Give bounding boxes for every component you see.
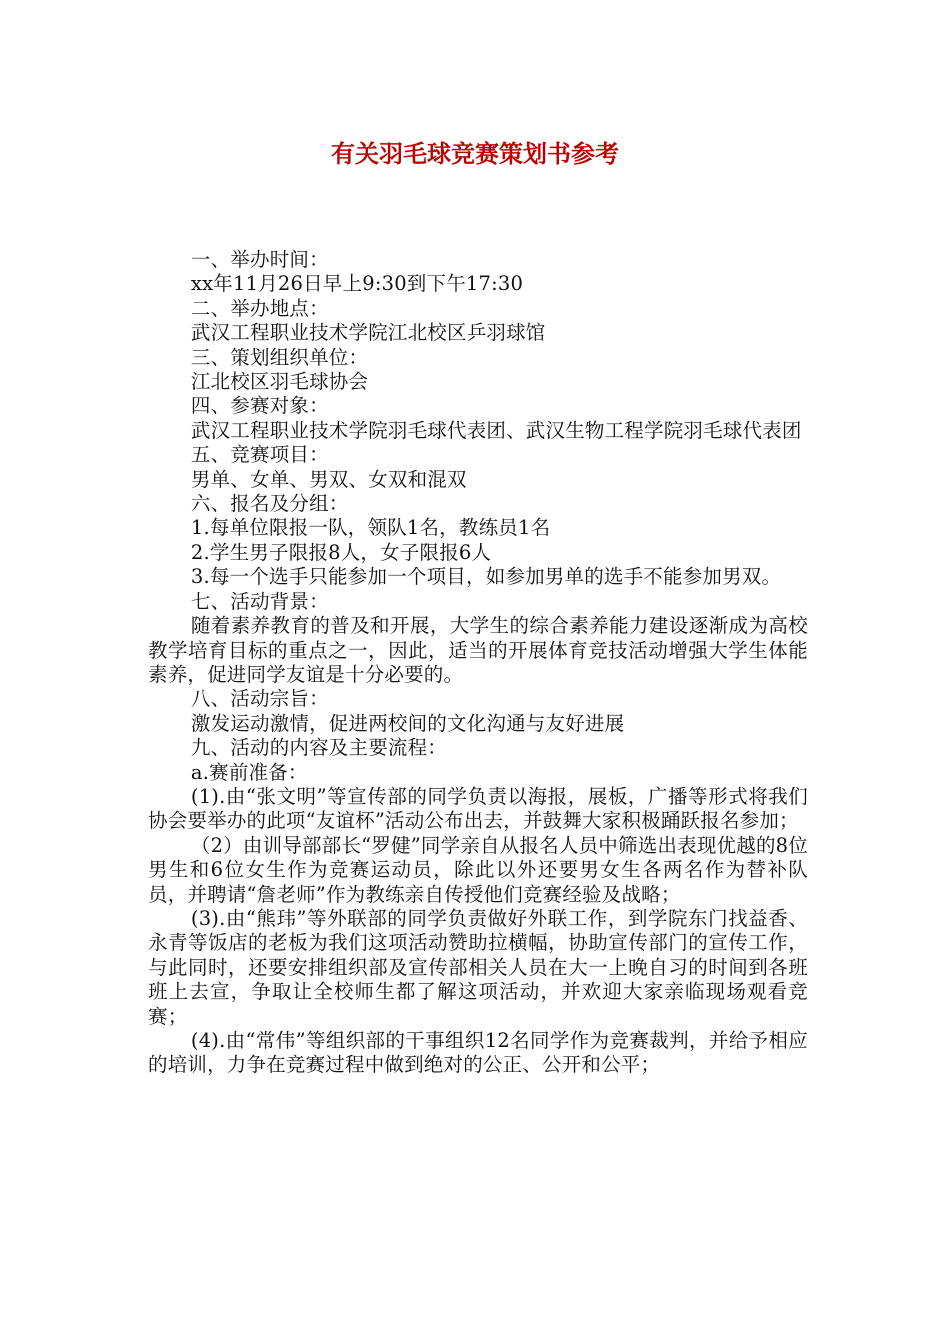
subheading-preparation: a.赛前准备： bbox=[190, 760, 308, 784]
paragraph-registration-3: 3.每一个选手只能参加一个项目，如参加男单的选手不能参加男双。 bbox=[190, 565, 782, 589]
section-heading-purpose: 八、活动宗旨： bbox=[190, 687, 329, 711]
paragraph-registration-1: 1.每单位限报一队，领队1名，教练员1名 bbox=[190, 516, 551, 540]
section-heading-background: 七、活动背景： bbox=[190, 589, 329, 613]
paragraph-venue: 武汉工程职业技术学院江北校区乒羽球馆 bbox=[190, 321, 546, 345]
paragraph-prep-1: (1).由“张文明”等宣传部的同学负责以海报，展板，广播等形式将我们协会要举办的此项“友谊杯”活动公布出去，并鼓舞大家积极踊跃报名参加； bbox=[148, 784, 808, 833]
section-heading-participants: 四、参赛对象： bbox=[190, 394, 329, 418]
paragraph-events: 男单、女单、男双、女双和混双 bbox=[190, 467, 467, 491]
paragraph-registration-2: 2.学生男子限报8人，女子限报6人 bbox=[190, 540, 492, 564]
section-heading-registration: 六、报名及分组： bbox=[190, 492, 349, 516]
document-title: 有关羽毛球竞赛策划书参考 bbox=[331, 140, 619, 168]
paragraph-prep-3: (3).由“熊玮”等外联部的同学负责做好外联工作，到学院东门找益香、永青等饭店的老板为我们这项活动赞助拉横幅，协助宣传部门的宣传工作，与此同时，还要安排组织部及宣传部相关人员在大一上晚自习的时间到各班班上去宣，争取让全校师生都了解这项活动，并欢迎大家亲临现场观看竞赛； bbox=[148, 906, 808, 1028]
section-heading-organizer: 三、策划组织单位： bbox=[190, 345, 369, 369]
document-body bbox=[148, 248, 808, 1078]
paragraph-prep-4: (4).由“常伟”等组织部的干事组织12名同学作为竞赛裁判，并给予相应的培训，力争在竞赛过程中做到绝对的公正、公开和公平； bbox=[148, 1029, 808, 1077]
section-heading-process: 九、活动的内容及主要流程： bbox=[190, 736, 447, 760]
paragraph-organizer: 江北校区羽毛球协会 bbox=[190, 370, 369, 394]
paragraph-participants: 武汉工程职业技术学院羽毛球代表团、武汉生物工程学院羽毛球代表团 bbox=[190, 418, 802, 442]
paragraph-prep-2: （2）由训导部部长“罗健”同学亲自从报名人员中筛选出表现优越的8位男生和6位女生作为竞赛运动员，除此以外还要男女生各两名作为替补队员，并聘请“詹老师”作为教练亲自传授他们竞赛经验及战略； bbox=[148, 833, 808, 906]
section-heading-venue: 二、举办地点： bbox=[190, 296, 329, 320]
paragraph-time: xx年11月26日早上9:30到下午17:30 bbox=[190, 272, 524, 296]
paragraph-purpose: 激发运动激情，促进两校间的文化沟通与友好进展 bbox=[190, 711, 625, 735]
paragraph-background: 随着素养教育的普及和开展，大学生的综合素养能力建设逐渐成为高校教学培育目标的重点之一，因此，适当的开展体育竞技活动增强大学生体能素养，促进同学友谊是十分必要的。 bbox=[148, 614, 808, 686]
section-heading-time: 一、举办时间： bbox=[190, 248, 329, 271]
section-heading-events: 五、竞赛项目： bbox=[190, 443, 329, 467]
